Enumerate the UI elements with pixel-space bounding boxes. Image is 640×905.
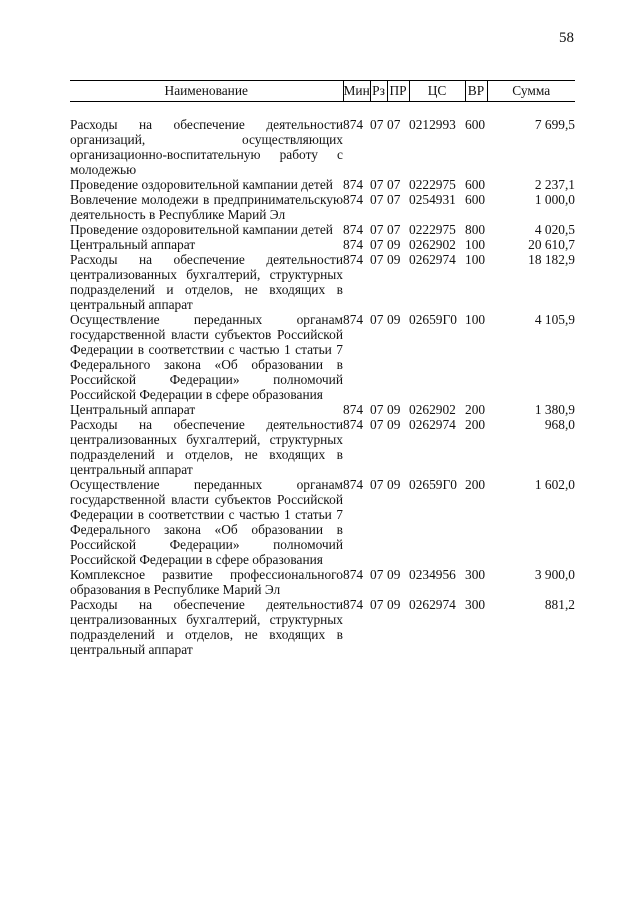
row-vr: 200 <box>465 477 486 492</box>
row-vr: 200 <box>465 417 486 432</box>
header-name: Наименование <box>70 81 343 102</box>
row-cs: 0212993 <box>409 117 456 132</box>
table-row <box>70 102 575 178</box>
row-pr: 07 <box>387 192 401 207</box>
row-rz: 07 <box>370 417 384 432</box>
row-min: 874 <box>343 477 364 492</box>
row-sum: 1 602,0 <box>534 477 575 492</box>
row-cs: 02659Г0 <box>409 312 457 327</box>
row-sum: 2 237,1 <box>534 177 575 192</box>
row-name: Проведение оздоровительной кампании детей <box>70 177 333 192</box>
row-vr: 600 <box>465 117 486 132</box>
table-row <box>70 417 575 477</box>
row-pr: 09 <box>387 477 401 492</box>
row-pr: 07 <box>387 177 401 192</box>
row-rz: 07 <box>370 192 384 207</box>
table-body <box>70 102 575 658</box>
row-rz: 07 <box>370 252 384 267</box>
row-sum: 7 699,5 <box>534 117 575 132</box>
header-pr: ПР <box>387 81 409 102</box>
row-cs: 0262902 <box>409 237 456 252</box>
row-min: 874 <box>343 312 364 327</box>
row-vr: 300 <box>465 597 486 612</box>
row-cs: 0262902 <box>409 402 456 417</box>
row-name: Расходы на обеспечение деятельности централизованных бухгалтерий, структурных подразделений и отделов, не входящих в центральный аппарат <box>70 417 343 477</box>
table-row <box>70 177 575 192</box>
header-vr: ВР <box>465 81 487 102</box>
row-min: 874 <box>343 402 364 417</box>
row-name: Расходы на обеспечение деятельности централизованных бухгалтерий, структурных подразделений и отделов, не входящих в центральный аппарат <box>70 597 343 657</box>
table-row <box>70 597 575 657</box>
row-sum: 1 380,9 <box>534 402 575 417</box>
row-pr: 09 <box>387 417 401 432</box>
row-sum: 20 610,7 <box>528 237 575 252</box>
row-rz: 07 <box>370 597 384 612</box>
table-row <box>70 402 575 417</box>
row-rz: 07 <box>370 222 384 237</box>
row-pr: 09 <box>387 312 401 327</box>
row-cs: 0254931 <box>409 192 456 207</box>
row-min: 874 <box>343 567 364 582</box>
page-number: 58 <box>559 30 574 46</box>
row-pr: 09 <box>387 402 401 417</box>
row-rz: 07 <box>370 237 384 252</box>
row-name: Комплексное развитие профессионального образования в Республике Марий Эл <box>70 567 343 597</box>
row-vr: 600 <box>465 192 486 207</box>
row-rz: 07 <box>370 477 384 492</box>
row-cs: 0222975 <box>409 222 456 237</box>
row-name: Расходы на обеспечение деятельности централизованных бухгалтерий, структурных подразделений и отделов, не входящих в центральный аппарат <box>70 252 343 312</box>
row-sum: 1 000,0 <box>534 192 575 207</box>
row-name: Центральный аппарат <box>70 402 196 417</box>
header-cs: ЦС <box>409 81 465 102</box>
row-pr: 09 <box>387 567 401 582</box>
row-cs: 0234956 <box>409 567 456 582</box>
row-sum: 968,0 <box>544 417 575 432</box>
row-vr: 100 <box>465 252 486 267</box>
row-rz: 07 <box>370 312 384 327</box>
table-row <box>70 252 575 312</box>
row-rz: 07 <box>370 402 384 417</box>
row-min: 874 <box>343 222 364 237</box>
table-row <box>70 477 575 567</box>
table-row <box>70 567 575 597</box>
row-sum: 881,2 <box>544 597 575 612</box>
table-row <box>70 237 575 252</box>
header-min: Мин <box>343 81 370 102</box>
row-min: 874 <box>343 177 364 192</box>
row-cs: 02659Г0 <box>409 477 457 492</box>
row-pr: 09 <box>387 597 401 612</box>
row-min: 874 <box>343 192 364 207</box>
row-name: Проведение оздоровительной кампании детей <box>70 222 333 237</box>
row-min: 874 <box>343 117 364 132</box>
table-row <box>70 312 575 402</box>
row-name: Вовлечение молодежи в предпринимательскую деятельность в Республике Марий Эл <box>70 192 343 222</box>
row-name: Центральный аппарат <box>70 237 196 252</box>
row-vr: 600 <box>465 177 486 192</box>
row-name: Осуществление переданных органам государственной власти субъектов Российской Федерации в соответствии с частью 1 статьи 7 Федерального закона «Об образовании в Российской Федерации» полномочий Российской Федерации в сфере образования <box>70 477 343 567</box>
row-cs: 0262974 <box>409 252 456 267</box>
header-sum: Сумма <box>487 81 575 102</box>
table-row <box>70 192 575 222</box>
table-header <box>70 81 575 102</box>
row-cs: 0262974 <box>409 417 456 432</box>
budget-table <box>70 80 575 657</box>
row-name: Расходы на обеспечение деятельности организаций, осуществляющих организационно-воспитательную работу с молодежью <box>70 117 343 177</box>
row-pr: 07 <box>387 222 401 237</box>
row-name: Осуществление переданных органам государственной власти субъектов Российской Федерации в соответствии с частью 1 статьи 7 Федерального закона «Об образовании в Российской Федерации» полномочий Российской Федерации в сфере образования <box>70 312 343 402</box>
row-rz: 07 <box>370 567 384 582</box>
row-sum: 4 105,9 <box>534 312 575 327</box>
row-vr: 300 <box>465 567 486 582</box>
row-min: 874 <box>343 252 364 267</box>
row-cs: 0262974 <box>409 597 456 612</box>
row-sum: 3 900,0 <box>534 567 575 582</box>
row-min: 874 <box>343 417 364 432</box>
table-row <box>70 222 575 237</box>
row-rz: 07 <box>370 117 384 132</box>
row-vr: 100 <box>465 237 486 252</box>
row-min: 874 <box>343 237 364 252</box>
row-pr: 07 <box>387 117 401 132</box>
header-rz: Рз <box>370 81 387 102</box>
row-min: 874 <box>343 597 364 612</box>
row-sum: 4 020,5 <box>534 222 575 237</box>
row-pr: 09 <box>387 252 401 267</box>
row-vr: 100 <box>465 312 486 327</box>
row-pr: 09 <box>387 237 401 252</box>
row-vr: 800 <box>465 222 486 237</box>
row-vr: 200 <box>465 402 486 417</box>
row-cs: 0222975 <box>409 177 456 192</box>
row-sum: 18 182,9 <box>528 252 575 267</box>
row-rz: 07 <box>370 177 384 192</box>
